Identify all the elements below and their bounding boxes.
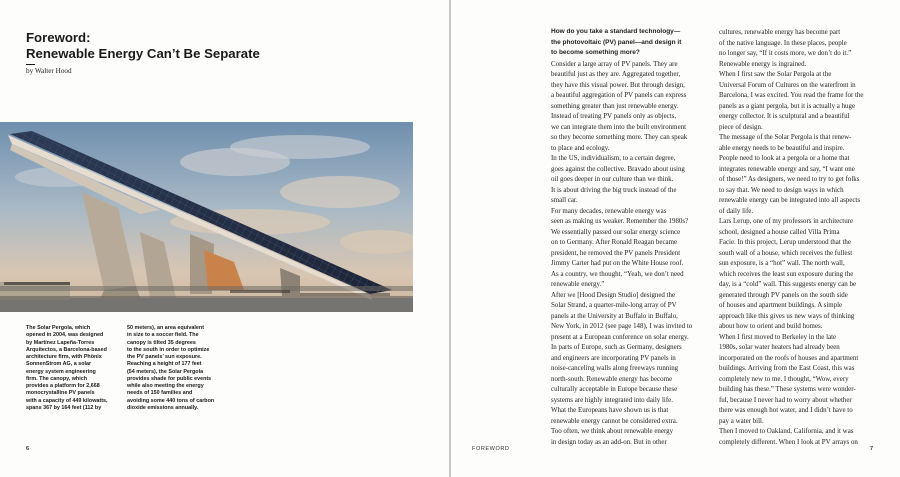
caption-line: by Martínez Lapeña-Torres: [26, 339, 95, 346]
body-text-line: energy collector. It is sculptural and a beautiful: [719, 112, 850, 120]
body-text-line: small car.: [551, 196, 578, 204]
body-text-line: school, designed a house called Villa Prima: [719, 227, 840, 236]
body-text-line: there was enough hot water, and I didn’t have to: [719, 406, 853, 414]
right-page: [451, 0, 900, 477]
caption-line: firm. The canopy, which: [26, 375, 88, 382]
body-text-line: renewable energy cannot be considered extra.: [551, 416, 678, 425]
body-text-line: Solar Strand, a quarter-mile-long array of PV: [551, 301, 677, 309]
body-text-line: they have this visual power. But through design,: [551, 80, 685, 89]
body-text-line: After we [Hood Design Studio] designed the: [551, 290, 676, 299]
body-text-line: In parts of Europe, such as Germany, designers: [551, 343, 682, 351]
caption-line: energy system engineering: [26, 368, 96, 375]
body-text-line: north-south. Renewable energy has become: [551, 374, 673, 383]
body-text-line: Consider a large array of PV panels. They are: [551, 59, 678, 68]
body-text-line: no longer say, “If it costs more, we don’t do it.”: [719, 49, 852, 57]
body-text-line: renewable energy.”: [551, 280, 605, 288]
caption-line: Arquitectos, a Barcelona-based: [26, 346, 107, 353]
caption-line: in size to a soccer field. The: [127, 332, 199, 339]
body-text-line: incorporated on the roofs of houses and apartment: [719, 353, 859, 362]
body-text-line: of those!” As designers, we need to try to get folks: [719, 175, 860, 183]
photo-caption-column-1: [26, 325, 120, 412]
chapter-title: [26, 30, 260, 62]
body-text-line: completely different. When I look at PV arrays on: [719, 437, 858, 446]
body-text-line: The message of the Solar Pergola is that renew-: [719, 133, 852, 141]
caption-line: provides a platform for 2,668: [26, 383, 100, 389]
body-text-line: cultures, renewable energy has become part: [719, 28, 841, 36]
solar-pergola-photo: [0, 122, 413, 312]
body-text-line: It is about driving the big truck instead of the: [551, 185, 677, 194]
body-text-line: beautiful just as they are. Aggregated together,: [551, 70, 681, 78]
body-text-line: renewable energy can be integrated into all aspects: [719, 196, 861, 204]
chapter-title-line-1: Foreword:: [26, 30, 91, 45]
caption-line: the PV panels’ sun exposure.: [127, 354, 202, 360]
body-text-line: present at a European conference on solar energy.: [551, 332, 689, 341]
caption-line: monocrystalline PV panels: [26, 390, 95, 397]
body-text-line: What the Europeans have shown us is that: [551, 406, 669, 414]
body-text-line: panels as a giant pergola, but it is actually a huge: [719, 101, 856, 110]
caption-line: Reaching a height of 177 feet: [127, 361, 202, 368]
body-text-line: in design today as an add-on. But in other: [551, 437, 667, 446]
body-text-line: completely new to me. I thought, “Wow, every: [719, 374, 849, 383]
body-text-column-2: [719, 27, 879, 447]
body-text-line: about how to orient and build homes.: [719, 322, 823, 330]
caption-line: spans 367 by 164 feet (112 by: [26, 404, 102, 411]
body-text-line: systems are highly integrated into daily life.: [551, 395, 673, 404]
body-text-line: Renewable energy is ingrained.: [719, 59, 807, 68]
caption-line: while also meeting the energy: [127, 383, 204, 389]
body-text-line: of daily life.: [719, 206, 754, 215]
body-text-line: How do you take a standard technology—: [551, 28, 681, 35]
body-text-line: building has these.” These systems were wonder-: [719, 385, 856, 393]
title-rule: [26, 64, 35, 65]
body-text-line: ful, because I never had to worry about whether: [719, 395, 852, 404]
body-text-line: As a country, we thought, “Yeah, we don’t need: [551, 269, 684, 278]
chapter-title-line-2: Renewable Energy Can’t Be Separate: [26, 46, 260, 61]
body-text-line: pay a water bill.: [719, 416, 764, 425]
body-text-line: New York, in 2012 (see page 148), I was invited to: [551, 322, 693, 330]
body-text-line: approach like this gives us new ways of thinking: [719, 311, 855, 320]
body-text-line: day, is a “cold” wall. This suggests energy can be: [719, 280, 857, 288]
body-text-line: culturally acceptable in Europe because these: [551, 385, 678, 393]
body-text-line: so they become something more. They can speak: [551, 133, 688, 141]
caption-line: needs of 150 families and: [127, 390, 193, 397]
caption-line: with a capacity of 449 kilowatts,: [26, 397, 108, 404]
caption-line: canopy is tilted 35 degrees: [127, 339, 196, 346]
body-text-line: sun exposure, is a “hot” wall. The north wall,: [719, 259, 845, 267]
body-text-line: generated through PV panels on the south side: [719, 290, 848, 299]
body-text-line: the photovoltaic (PV) panel—and design it: [551, 38, 682, 46]
page-number-right: 7: [870, 446, 874, 452]
body-text-column-1: [551, 27, 711, 447]
body-text-line: integrates renewable energy and say, “I want one: [719, 164, 855, 173]
body-text-line: piece of design.: [719, 122, 763, 131]
body-text-line: We essentially passed our solar energy science: [551, 227, 681, 236]
caption-line: 50 meters), an area equivalent: [127, 325, 205, 331]
caption-line: (54 meters), the Solar Pergola: [127, 368, 204, 375]
body-text-line: Too often, we think about renewable energy: [551, 427, 674, 435]
body-text-line: oil goes deeper in our culture than we think.: [551, 175, 674, 183]
body-text-line: Then I moved to Oakland, California, and it was: [719, 427, 854, 435]
body-text-line: of the native language. In these places, people: [719, 38, 847, 47]
caption-line: avoiding some 440 tons of carbon: [127, 397, 215, 404]
body-text-line: People need to look at a pergola or a home that: [719, 154, 850, 162]
body-text-line: goes against the collective. Bravado about using: [551, 164, 685, 173]
body-text-line: Lars Lerup, one of my professors in architecture: [719, 217, 854, 225]
body-text-line: Instead of treating PV panels only as objects,: [551, 112, 677, 120]
body-text-line: and engineers are incorporating PV panels in: [551, 353, 676, 362]
caption-line: The Solar Pergola, which: [26, 325, 91, 331]
body-text-line: 1980s, solar water heaters had already been: [719, 343, 840, 351]
body-text-line: seen as making us weaker. Remember the 1980s?: [551, 217, 689, 225]
body-text-line: Universal Forum of Cultures on the waterfront in: [719, 80, 856, 89]
body-text-line: For many decades, renewable energy was: [551, 206, 667, 215]
body-text-line: on to Germany. After Ronald Reagan became: [551, 238, 678, 246]
caption-line: opened in 2004, was designed: [26, 332, 104, 339]
body-text-line: buildings. Arriving from the East Coast, this was: [719, 364, 855, 372]
caption-line: provides shade for public events: [127, 375, 212, 382]
body-text-line: we can integrate them into the built environment: [551, 122, 687, 131]
body-text-line: south wall of a house, which receives the fullest: [719, 248, 853, 257]
photo-caption-column-2: [127, 325, 222, 412]
body-text-line: to place and ecology.: [551, 143, 610, 152]
body-text-line: something greater than just renewable energy.: [551, 101, 679, 110]
body-text-line: able energy needs to be beautiful and inspire.: [719, 143, 845, 152]
body-text-line: which receives the least sun exposure during the: [719, 269, 854, 278]
body-text-line: Jimmy Carter had put on the White House roof.: [551, 259, 684, 267]
body-text-line: panels at the University at Buffalo in Buffalo,: [551, 311, 678, 320]
body-text-line: a beautiful aggregation of PV panels can express: [551, 91, 687, 99]
body-text-line: Facie. In this project, Lerup understood that the: [719, 238, 851, 246]
left-page: [0, 0, 449, 477]
body-text-line: president, he removed the PV panels President: [551, 248, 681, 257]
byline: by Walter Hood: [26, 67, 72, 75]
body-text-line: of houses and apartment buildings. A simple: [719, 301, 843, 309]
body-text-line: Barcelona, I was excited. You read the frame for the: [719, 91, 864, 99]
caption-line: to the south in order to optimize: [127, 346, 210, 353]
caption-line: SonnenStrom AG, a solar: [26, 361, 92, 368]
caption-line: architecture firm, with Phönix: [26, 354, 102, 360]
body-text-line: to become something more?: [551, 49, 640, 56]
body-text-line: When I first moved to Berkeley in the late: [719, 332, 837, 341]
body-text-line: noise-canceling walls along freeways running: [551, 364, 679, 372]
body-text-line: to say that. We need to design ways in which: [719, 185, 844, 194]
page-number-left: 6: [26, 446, 30, 452]
running-head: FOREWORD: [472, 446, 510, 452]
body-text-line: In the US, individualism, to a certain degree,: [551, 154, 676, 162]
caption-line: dioxide emissions annually.: [127, 404, 199, 411]
body-text-line: When I first saw the Solar Pergola at the: [719, 70, 832, 78]
